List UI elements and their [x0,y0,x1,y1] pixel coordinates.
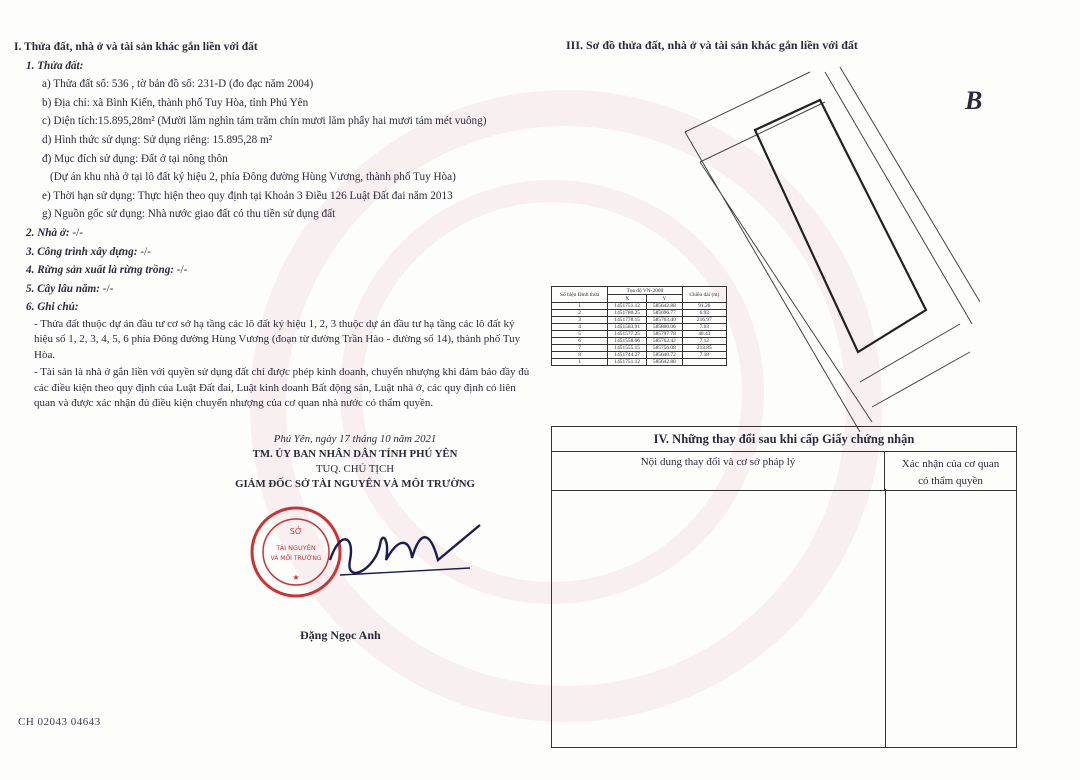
coord-cell-n: 8 [552,352,608,359]
usage-origin: g) Nguồn gốc sử dụng: Nhà nước giao đất có thu tiền sử dụng đất [42,208,336,221]
usage-term: e) Thời hạn sử dụng: Thực hiện theo quy định tại Khoản 3 Điều 126 Luật Đất đai năm 2013 [42,189,453,202]
forest-label: 4. Rừng sản xuất là rừng trồng: [26,264,175,277]
coord-cell-l: 91.26 [682,303,726,310]
house-label: 2. Nhà ở: [26,226,70,239]
coord-row [552,331,727,338]
coord-row [552,310,727,317]
sign-role-1: TUQ. CHỦ TỊCH [315,463,395,475]
coordinate-table [551,286,727,366]
coord-cell-y: 585642.88 [647,303,682,310]
sign-role-2: GIÁM ĐỐC SỞ TÀI NGUYÊN VÀ MÔI TRƯỜNG [235,478,475,490]
coord-cell-l: 7.12 [682,338,726,345]
coord-cell-y: 585797.78 [647,331,682,338]
col-y: Y [647,295,682,303]
map-section-title: III. Sơ đồ thửa đất, nhà ở và tài sản khác gắn liền với đất [566,38,858,52]
sign-org: TM. ỦY BAN NHÂN DÂN TỈNH PHÚ YÊN [252,448,458,460]
construction-value: -/- [137,245,151,258]
perennial-value: -/- [99,282,114,295]
coord-cell-n: 1 [552,359,608,366]
usage-form: d) Hình thức sử dụng: Sử dụng riêng: 15.895,28 m² [42,133,273,146]
coord-cell-l: 6.93 [682,310,726,317]
coord-cell-x: 1451555.15 [608,345,647,352]
parcel-number: a) Thửa đất số: 536 , tờ bản đồ số: 231-D (đo đạc năm 2004) [42,78,314,91]
changes-divider [885,489,886,747]
coord-cell-n: 7 [552,345,608,352]
coord-row [552,324,727,331]
coord-cell-y: 585762.42 [647,338,682,345]
serial-number: CH 02043 04643 [18,716,101,728]
coord-cell-n: 2 [552,310,608,317]
coord-cell-y: 585703.40 [647,317,682,324]
house-row [14,224,534,243]
coord-cell-l: 216.97 [682,317,726,324]
svg-text:VÀ MÔI TRƯỜNG: VÀ MÔI TRƯỜNG [270,555,322,562]
changes-header [552,452,1016,491]
coord-cell-y: 585800.06 [647,324,682,331]
coord-cell-l: 213.85 [682,345,726,352]
coord-cell-n: 3 [552,317,608,324]
coord-cell-x: 1451780.25 [608,310,647,317]
handwritten-signature [320,510,490,590]
coord-row [552,359,727,366]
coord-cell-n: 4 [552,324,608,331]
land-info-section [14,38,534,411]
usage-purpose-detail: (Dự án khu nhà ở tại lô đất ký hiệu 2, phía Đông đường Hùng Vương, thành phố Tuy Hòa) [50,171,456,184]
col-point: Số hiệu Đỉnh thửa [552,287,608,303]
house-value: -/- [69,226,83,239]
perennial-row [14,280,534,299]
changes-col-content: Nội dung thay đổi và cơ sở pháp lý [552,452,885,490]
signature-block [190,432,520,492]
coord-cell-y: 585756.08 [647,345,682,352]
coord-row [552,345,727,352]
notes-title: 6. Ghi chú: [26,301,79,314]
coord-cell-x: 1451558.06 [608,338,647,345]
construction-label: 3. Công trình xây dựng: [26,245,138,258]
changes-col-confirm-line1: Xác nhận của cơ quan [901,458,1000,470]
usage-purpose: đ) Mục đích sử dụng: Đất ở tại nông thôn [42,152,228,165]
coord-cell-n: 6 [552,338,608,345]
sign-date: Phú Yên, ngày 17 tháng 10 năm 2021 [273,433,437,445]
coord-cell-n: 1 [552,303,608,310]
svg-text:SỞ: SỞ [289,527,303,536]
parcel-map [660,62,983,432]
coord-cell-x: 1451778.15 [608,317,647,324]
changes-col-confirm-line2: có thẩm quyền [918,475,983,487]
parcel-area: c) Diện tích:15.895,28m² (Mười lăm nghìn tám trăm chín mươi lăm phẩy hai mươi tám mét vuông) [42,115,487,128]
col-x: X [608,295,647,303]
changes-section [551,426,1017,748]
coord-cell-n: 5 [552,331,608,338]
changes-title: IV. Những thay đổi sau khi cấp Giấy chứng nhận [552,427,1016,452]
changes-col-confirm [885,452,1016,490]
coord-cell-l: 7.18 [682,352,726,359]
coord-row [552,338,727,345]
coord-cell-x: 1451577.25 [608,331,647,338]
coord-cell-x: 1451751.12 [608,303,647,310]
coord-cell-y: 585642.88 [647,359,682,366]
note-1: - Thửa đất thuộc dự án đầu tư cơ sở hạ tầng các lô đất ký hiệu 1, 2, 3 thuộc dự án đầu tư hạ tầng các lô đất ký hiệu số 1, 2, 3, 4, 5, 6 phía Đông đường Hùng Vương (đoạn từ đường Trần Hào - đường số 14), thành phố Tuy Hòa. [34,317,521,361]
coord-cell-l: 7.03 [682,324,726,331]
coord-cell-y: 585696.77 [647,310,682,317]
col-length: Chiều dài (m) [682,287,726,303]
coord-cell-x: 1451751.12 [608,359,647,366]
col-system: Tọa độ VN-2000 [608,287,682,295]
note-2: - Tài sản là nhà ở gắn liền với quyền sử dụng đất chỉ được phép kinh doanh, chuyển nhượng khi đảm bảo đầy đủ các điều kiện theo quy định của Luật Đất đai, Luật kinh doanh Bất động sản, Luật nhà ở, các quy định có liên quan và được xác nhận đủ điều kiện chuyển nhượng của cơ quan nhà nước có thẩm quyền. [34,366,530,409]
construction-row [14,243,534,262]
coord-cell-l: 40.43 [682,331,726,338]
svg-text:TÀI NGUYÊN: TÀI NGUYÊN [276,544,316,552]
svg-text:★: ★ [292,573,300,582]
coord-cell-l [682,359,726,366]
parcel-address: b) Địa chỉ: xã Bình Kiến, thành phố Tuy Hòa, tỉnh Phú Yên [42,96,309,109]
coord-cell-x: 1451744.27 [608,352,647,359]
section-header: I. Thửa đất, nhà ở và tài sản khác gắn liền với đất [14,41,258,53]
forest-row [14,261,534,280]
coord-row [552,352,727,359]
parcel-title: 1. Thửa đất: [26,59,84,72]
north-arrow-icon: B [965,86,983,115]
perennial-label: 5. Cây lâu năm: [26,282,100,295]
coord-row [552,303,727,310]
coord-row [552,317,727,324]
forest-value: -/- [174,264,188,277]
coord-cell-x: 1451583.91 [608,324,647,331]
coordinate-rows [552,303,727,366]
coord-cell-y: 585640.72 [647,352,682,359]
signer-name: Đặng Ngọc Anh [300,628,381,642]
